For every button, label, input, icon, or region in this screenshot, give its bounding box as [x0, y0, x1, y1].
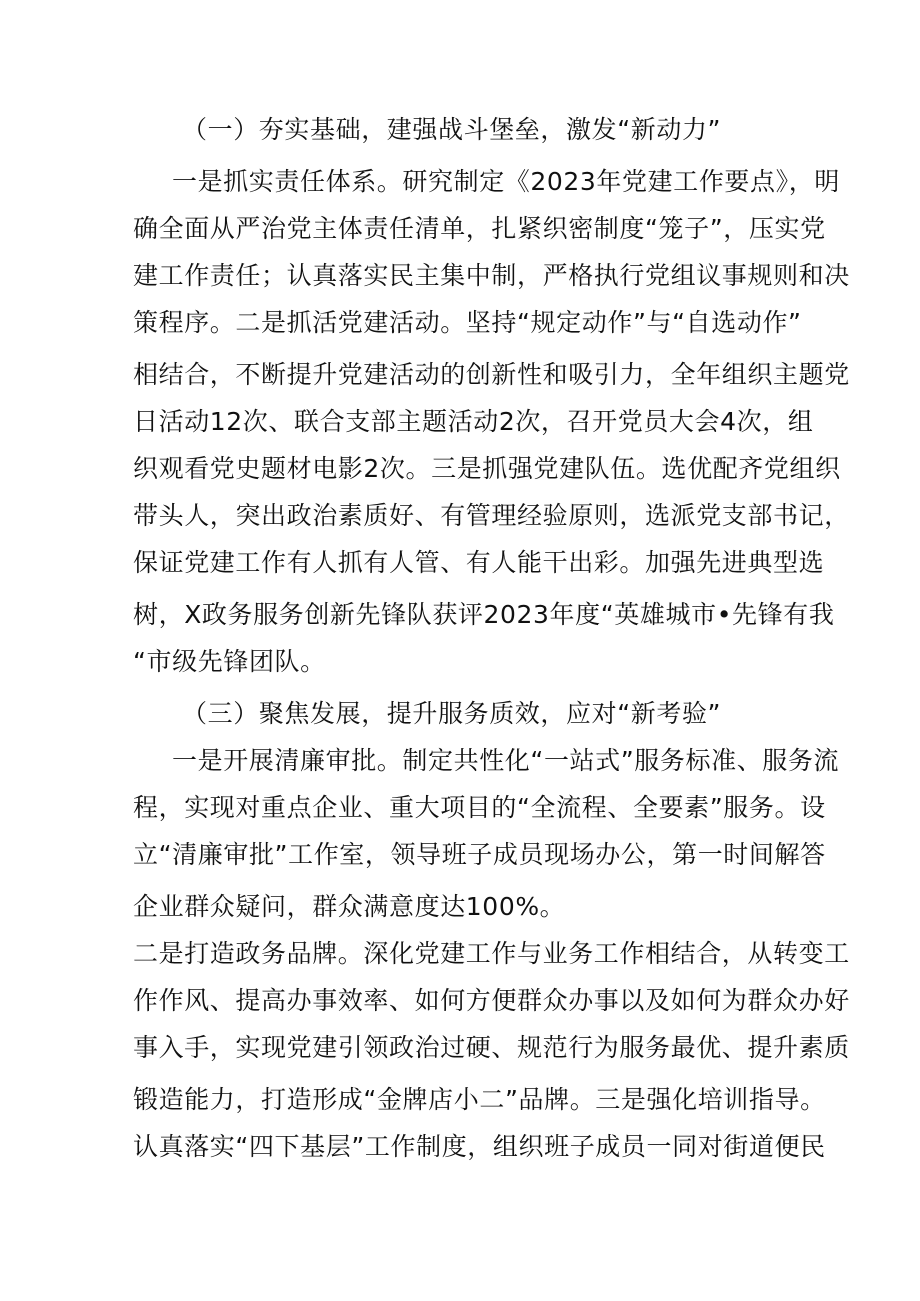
paragraph-line: 树，X政务服务创新先锋队获评2023年度“英雄城市•先锋有我	[133, 600, 835, 629]
paragraph-line: “市级先锋团队。	[133, 647, 326, 676]
paragraph-line: 建工作责任；认真落实民主集中制，严格执行党组议事规则和决	[133, 261, 850, 290]
paragraph-line: 锻造能力，打造形成“金牌店小二”品牌。三是强化培训指导。	[133, 1085, 826, 1114]
paragraph-line: 立“清廉审批”工作室，领导班子成员现场办公，第一时间解答	[133, 840, 826, 869]
paragraph-line: 程，实现对重点企业、重大项目的“全流程、全要素”服务。设	[133, 793, 826, 822]
paragraph-line: 二是打造政务品牌。深化党建工作与业务工作相结合，从转变工	[133, 939, 850, 968]
paragraph-line: 作作风、提高办事效率、如何方便群众办事以及如何为群众办好	[133, 986, 850, 1015]
paragraph-line: 认真落实“四下基层”工作制度，组织班子成员一同对街道便民	[133, 1132, 826, 1161]
section-heading: （一）夯实基础，建强战斗堡垒，激发“新动力”	[182, 115, 722, 144]
paragraph-line: 织观看党史题材电影2次。三是抓强党建队伍。选优配齐党组织	[133, 454, 841, 483]
paragraph-line: 一是抓实责任体系。研究制定《2023年党建工作要点》，明	[172, 167, 840, 196]
paragraph-line: 带头人，突出政治素质好、有管理经验原则，选派党支部书记，	[133, 501, 850, 530]
paragraph-line: 一是开展清廉审批。制定共性化“一站式”服务标准、服务流	[172, 746, 840, 775]
section-heading: （三）聚焦发展，提升服务质效，应对“新考验”	[182, 699, 722, 728]
paragraph-line: 企业群众疑问，群众满意度达100%。	[133, 892, 566, 921]
paragraph-line: 相结合，不断提升党建活动的创新性和吸引力，全年组织主题党	[133, 360, 850, 389]
paragraph-line: 保证党建工作有人抓有人管、有人能干出彩。加强先进典型选	[133, 548, 825, 577]
paragraph-line: 日活动12次、联合支部主题活动2次，召开党员大会4次，组	[133, 407, 814, 436]
paragraph-line: 事入手，实现党建引领政治过硬、规范行为服务最优、提升素质	[133, 1033, 850, 1062]
paragraph-line: 策程序。二是抓活党建活动。坚持“规定动作”与“自选动作”	[133, 308, 802, 337]
paragraph-line: 确全面从严治党主体责任清单，扎紧织密制度“笼子”，压实党	[133, 214, 826, 243]
